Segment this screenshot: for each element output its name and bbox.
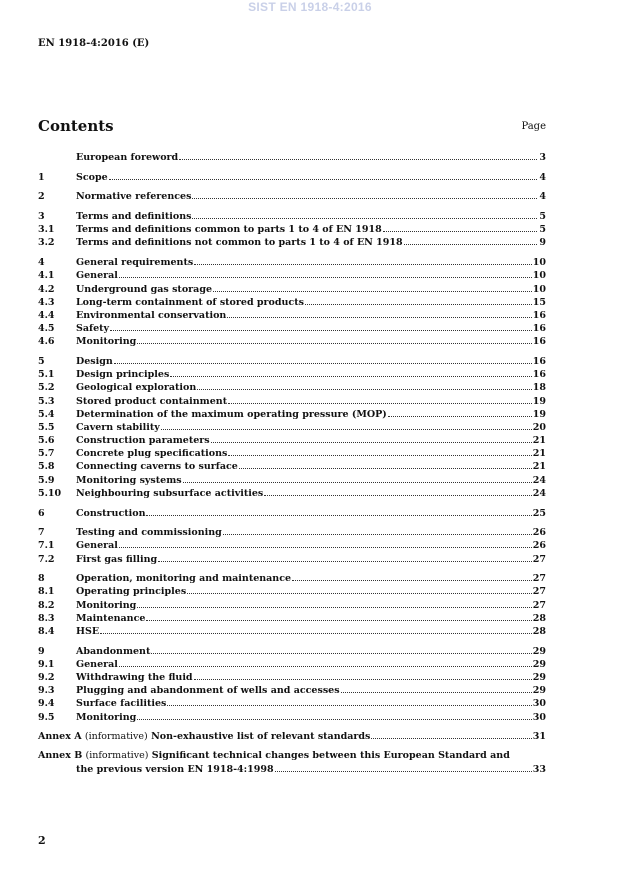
- toc-entry[interactable]: [38, 657, 546, 670]
- toc-entry-number: 5.7: [38, 448, 55, 460]
- toc-entry[interactable]: [38, 538, 546, 551]
- toc-entry-title: Concrete plug specifications: [76, 448, 228, 460]
- dot-leader: [109, 170, 537, 180]
- toc-entry-number: 3.2: [38, 237, 55, 249]
- toc-entry-title: Underground gas storage: [76, 283, 213, 295]
- toc-entry-title: Withdrawing the fluid: [76, 672, 193, 684]
- toc-entry-page: 21: [532, 448, 546, 460]
- dot-leader: [388, 407, 532, 417]
- toc-entry-number: 1: [38, 171, 45, 183]
- toc-entry[interactable]: [38, 486, 546, 499]
- toc-entry-title: Design principles: [76, 369, 170, 381]
- toc-entry[interactable]: [38, 696, 546, 709]
- dot-leader: [146, 611, 531, 621]
- toc-entry-number: 8.4: [38, 626, 55, 637]
- toc-entry[interactable]: [38, 624, 546, 637]
- dot-leader: [341, 683, 532, 693]
- toc-entry-title: Neighbouring subsurface activities: [76, 487, 264, 499]
- annex-b-title: Significant technical changes between this European Standard and: [151, 750, 510, 761]
- toc-entry[interactable]: [38, 235, 546, 248]
- toc-entry-title: Plugging and abandonment of wells and accesses: [76, 685, 340, 697]
- toc-entry-title: Determination of the maximum operating pressure (MOP): [76, 408, 387, 420]
- dot-leader: [292, 571, 532, 581]
- dot-leader: [239, 459, 532, 469]
- toc-entry-page: 27: [532, 599, 546, 611]
- toc-entry-title: European foreword: [76, 152, 179, 163]
- toc-entry-page: 27: [532, 573, 546, 585]
- dot-leader: [170, 367, 531, 377]
- toc-entry[interactable]: [38, 189, 546, 202]
- toc-entry-title: Construction: [76, 507, 146, 519]
- dot-leader: [371, 729, 531, 739]
- toc-entry[interactable]: [38, 150, 546, 163]
- toc-entry-page: 29: [532, 672, 546, 684]
- toc-entry-page: 26: [532, 540, 546, 552]
- toc-entry[interactable]: [38, 459, 546, 472]
- toc-entry-page: 25: [532, 507, 546, 519]
- toc-entry-page: 29: [532, 685, 546, 697]
- toc-entry-title: First gas filling: [76, 553, 158, 565]
- dot-leader: [305, 295, 532, 305]
- toc-entry-page: 16: [532, 309, 546, 321]
- dot-leader: [137, 334, 532, 344]
- toc-entry[interactable]: [38, 222, 546, 235]
- dot-leader: [228, 394, 532, 404]
- toc-entry-number: 2: [38, 191, 45, 203]
- toc-entry-page: 5: [539, 224, 546, 236]
- toc-entry-number: 5.10: [38, 487, 62, 499]
- dot-leader: [137, 710, 532, 720]
- toc-entry-number: 9.4: [38, 698, 55, 710]
- toc-entry[interactable]: [38, 683, 546, 696]
- toc-entry-number: 8.3: [38, 612, 55, 624]
- toc-entry-title: Testing and commissioning: [76, 527, 222, 539]
- toc-entry-page: 19: [532, 408, 546, 420]
- toc-entry[interactable]: [38, 295, 546, 308]
- toc-entry-page: 24: [532, 474, 546, 486]
- toc-entry[interactable]: [38, 334, 546, 347]
- toc-entry[interactable]: [38, 473, 546, 486]
- dot-leader: [179, 150, 537, 160]
- toc-entry-page: 16: [532, 323, 546, 335]
- toc-entry-title: General: [76, 658, 118, 670]
- toc-entry-page: 16: [532, 355, 546, 367]
- toc-entry[interactable]: [38, 710, 546, 723]
- toc-entry-number: 4.5: [38, 323, 55, 335]
- toc-entry-number: 3: [38, 211, 45, 223]
- toc-annex-b[interactable]: [38, 749, 546, 762]
- toc-entry[interactable]: [38, 611, 546, 624]
- dot-leader: [158, 552, 532, 562]
- dot-leader: [119, 268, 532, 278]
- toc-entry-number: 4: [38, 257, 45, 269]
- toc-entry-title: Surface facilities: [76, 698, 167, 710]
- toc-entry-number: 7.2: [38, 553, 55, 565]
- dot-leader: [187, 584, 532, 594]
- dot-leader: [114, 354, 532, 364]
- toc-entry-title: Monitoring: [76, 711, 137, 723]
- toc-entry-number: 5.1: [38, 369, 55, 381]
- toc-entry-page: 9: [539, 237, 546, 249]
- toc-entry[interactable]: [38, 255, 546, 268]
- toc-entry[interactable]: [38, 552, 546, 565]
- toc-entry-page: 5: [539, 211, 546, 223]
- dot-leader: [404, 235, 537, 245]
- dot-leader: [194, 670, 532, 680]
- toc-entry-title: Scope: [76, 171, 108, 183]
- dot-leader: [197, 380, 532, 390]
- toc-entry-page: 29: [532, 658, 546, 670]
- dot-leader: [119, 538, 532, 548]
- toc-entry-title: Monitoring: [76, 336, 137, 348]
- toc-entry-title: HSE: [76, 626, 100, 637]
- annex-b-type: (informative): [85, 750, 149, 761]
- toc-entry-number: 6: [38, 507, 45, 519]
- toc-entry[interactable]: [38, 644, 546, 657]
- toc-entry[interactable]: [38, 446, 546, 459]
- toc-entry-page: 27: [532, 553, 546, 565]
- toc-entry-number: 9.5: [38, 711, 55, 723]
- toc-entry-title: Cavern stability: [76, 421, 160, 433]
- toc-entry-page: 27: [532, 586, 546, 598]
- toc-entry-number: 7.1: [38, 540, 55, 552]
- toc-entry-page: 18: [532, 382, 546, 394]
- toc-entry-number: 9.1: [38, 658, 55, 670]
- toc-entry-page: 4: [539, 171, 546, 183]
- toc-entry-page: 16: [532, 336, 546, 348]
- toc-entry-title: Monitoring systems: [76, 474, 182, 486]
- toc-entry[interactable]: [38, 433, 546, 446]
- dot-leader: [110, 321, 532, 331]
- toc-entry-page: 3: [539, 152, 546, 163]
- toc-entry[interactable]: [38, 380, 546, 393]
- toc-entry-title: Geological exploration: [76, 382, 197, 394]
- toc-entry-number: 3.1: [38, 224, 55, 236]
- toc-entry-title: Terms and definitions common to parts 1 to 4 of EN 1918: [76, 224, 382, 236]
- toc-entry-title: General: [76, 540, 118, 552]
- toc-entry[interactable]: [38, 571, 546, 584]
- toc-entry-page: 29: [532, 645, 546, 657]
- toc-entry[interactable]: [38, 170, 546, 183]
- toc-entry[interactable]: [38, 394, 546, 407]
- dot-leader: [183, 473, 532, 483]
- dot-leader: [146, 506, 531, 516]
- toc-entry-number: 9.3: [38, 685, 55, 697]
- toc-entry-title: Environmental conservation: [76, 309, 227, 321]
- toc-entry-number: 9: [38, 645, 45, 657]
- dot-leader: [119, 657, 532, 667]
- toc-entry-title: Abandonment: [76, 645, 151, 657]
- toc-entry-page: 10: [532, 270, 546, 282]
- dot-leader: [211, 433, 532, 443]
- toc-entry-title: Maintenance: [76, 612, 146, 624]
- dot-leader: [275, 762, 532, 772]
- dot-leader: [228, 446, 531, 456]
- toc-entry-page: 4: [539, 191, 546, 203]
- toc-entry[interactable]: [38, 354, 546, 367]
- dot-leader: [137, 598, 532, 608]
- dot-leader: [213, 282, 532, 292]
- toc-entry-title: Design: [76, 355, 113, 367]
- toc-entry-number: 5: [38, 355, 45, 367]
- toc-entry-number: 4.4: [38, 309, 55, 321]
- toc-entry-title: Terms and definitions: [76, 211, 192, 223]
- toc-entry[interactable]: [38, 598, 546, 611]
- toc-entry-title: Stored product containment: [76, 395, 228, 407]
- toc-entry-page: 26: [532, 527, 546, 539]
- annex-b-title-continued: the previous version EN 1918-4:1998: [76, 764, 274, 776]
- toc-entry-number: 5.2: [38, 382, 55, 394]
- toc-entry-page: 21: [532, 435, 546, 447]
- toc-entry-page: 10: [532, 257, 546, 269]
- dot-leader: [100, 624, 532, 634]
- toc-entry-title: Operation, monitoring and maintenance: [76, 573, 292, 585]
- document-id: EN 1918-4:2016 (E): [38, 38, 150, 49]
- toc-entry-title: Connecting caverns to surface: [76, 461, 238, 473]
- toc-entry-number: 5.9: [38, 474, 55, 486]
- annex-b-label: Annex B: [38, 750, 83, 761]
- table-of-contents: [38, 150, 546, 775]
- toc-entry-number: 4.3: [38, 296, 55, 308]
- toc-entry-number: 5.4: [38, 408, 55, 420]
- annex-b-page: 33: [532, 764, 546, 776]
- toc-entry-page: 20: [532, 421, 546, 433]
- toc-entry-page: 24: [532, 487, 546, 499]
- toc-entry[interactable]: [38, 525, 546, 538]
- contents-title: Contents: [38, 117, 114, 135]
- toc-entry-number: 5.5: [38, 421, 55, 433]
- dot-leader: [151, 644, 531, 654]
- toc-entry-number: 8.1: [38, 586, 55, 598]
- toc-entry-page: 30: [532, 711, 546, 723]
- toc-entry-number: 5.8: [38, 461, 55, 473]
- annex-a-title: Non-exhaustive list of relevant standards: [151, 731, 371, 743]
- toc-entry-page: 10: [532, 283, 546, 295]
- toc-entry[interactable]: [38, 506, 546, 519]
- toc-entry-number: 7: [38, 527, 45, 539]
- annex-a-label: Annex A: [38, 731, 82, 743]
- toc-entry-page: 16: [532, 369, 546, 381]
- toc-entry[interactable]: [38, 420, 546, 433]
- toc-entry[interactable]: [38, 367, 546, 380]
- toc-entry-title: General requirements: [76, 257, 194, 269]
- toc-entry-title: Terms and definitions not common to parts 1 to 4 of EN 1918: [76, 237, 403, 249]
- dot-leader: [194, 255, 532, 265]
- toc-entry-page: 15: [532, 296, 546, 308]
- toc-entry-page: 30: [532, 698, 546, 710]
- toc-entry-page: 28: [532, 626, 546, 637]
- dot-leader: [192, 209, 537, 219]
- annex-a-type: (informative): [84, 731, 148, 743]
- toc-entry[interactable]: [38, 321, 546, 334]
- toc-entry[interactable]: [38, 584, 546, 597]
- toc-entry-title: Long-term containment of stored products: [76, 296, 304, 308]
- dot-leader: [227, 308, 531, 318]
- toc-entry-number: 5.3: [38, 395, 55, 407]
- toc-entry[interactable]: [38, 407, 546, 420]
- dot-leader: [264, 486, 532, 496]
- toc-entry-title: Normative references: [76, 191, 192, 203]
- toc-entry-number: 4.6: [38, 336, 55, 348]
- dot-leader: [223, 525, 532, 535]
- toc-entry-number: 8.2: [38, 599, 55, 611]
- toc-entry-page: 28: [532, 612, 546, 624]
- toc-entry-number: 4.2: [38, 283, 55, 295]
- toc-entry-number: 9.2: [38, 672, 55, 684]
- watermark: SIST EN 1918-4:2016: [248, 0, 372, 14]
- toc-entry-number: 4.1: [38, 270, 55, 282]
- toc-entry[interactable]: [38, 268, 546, 281]
- dot-leader: [192, 189, 537, 199]
- dot-leader: [161, 420, 532, 430]
- toc-entry-page: 19: [532, 395, 546, 407]
- dot-leader: [167, 696, 531, 706]
- toc-annex-b-continued[interactable]: [38, 762, 546, 775]
- page-number: 2: [38, 834, 46, 847]
- toc-entry[interactable]: [38, 282, 546, 295]
- toc-entry-title: Operating principles: [76, 586, 187, 598]
- toc-entry-title: Construction parameters: [76, 435, 210, 447]
- toc-entry[interactable]: [38, 209, 546, 222]
- toc-entry-title: Safety: [76, 323, 110, 335]
- toc-annex-a[interactable]: [38, 729, 546, 742]
- toc-entry-number: 8: [38, 573, 45, 585]
- toc-entry[interactable]: [38, 308, 546, 321]
- dot-leader: [383, 222, 537, 232]
- toc-entry-number: 5.6: [38, 435, 55, 447]
- annex-a-page: 31: [532, 731, 546, 743]
- toc-entry[interactable]: [38, 670, 546, 683]
- toc-entry-page: 21: [532, 461, 546, 473]
- page-column-label: Page: [521, 121, 546, 132]
- toc-entry-title: General: [76, 270, 118, 282]
- toc-entry-title: Monitoring: [76, 599, 137, 611]
